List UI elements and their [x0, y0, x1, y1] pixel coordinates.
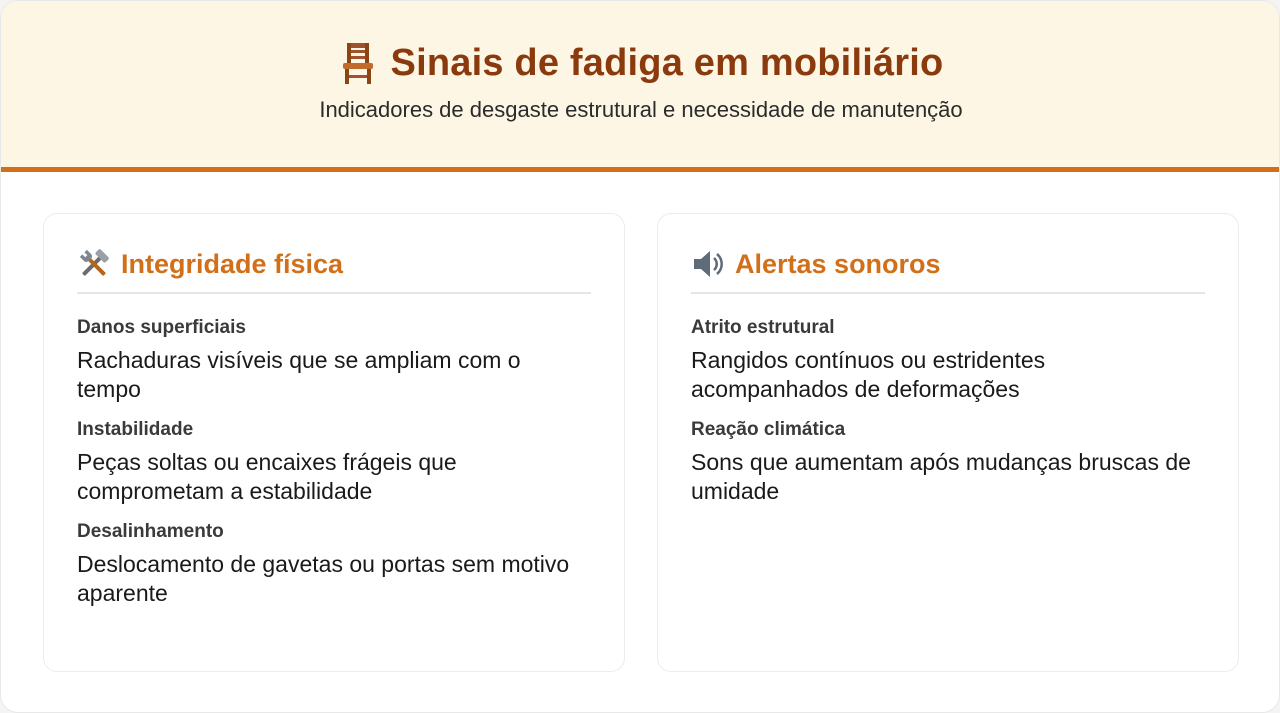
list-item — [691, 418, 1198, 506]
list-item — [77, 316, 584, 404]
item-text: Deslocamento de gavetas ou portas sem motivo aparente — [77, 551, 570, 606]
title-row — [1, 41, 1280, 85]
list-item — [77, 418, 584, 506]
item-label: Desalinhamento — [77, 521, 224, 542]
item-label: Instabilidade — [77, 419, 194, 440]
header-banner — [1, 1, 1280, 172]
page-title: Sinais de fadiga em mobiliário — [390, 41, 944, 84]
item-text: Peças soltas ou encaixes frágeis que comprometam a estabilidade — [77, 449, 457, 504]
item-label: Reação climática — [691, 419, 846, 440]
card-alertas-sonoros — [657, 213, 1239, 672]
card-header — [77, 244, 591, 294]
item-text: Rachaduras visíveis que se ampliam com o tempo — [77, 347, 521, 402]
card-integridade-fisica — [43, 213, 625, 672]
speaker-icon — [691, 247, 725, 281]
card-header — [691, 244, 1205, 294]
item-list — [77, 316, 584, 622]
item-list — [691, 316, 1198, 520]
list-item — [691, 316, 1198, 404]
card-title: Integridade física — [121, 248, 344, 279]
chair-icon — [339, 41, 377, 85]
item-text: Sons que aumentam após mudanças bruscas de umidade — [691, 449, 1191, 504]
list-item — [77, 520, 584, 608]
card-title: Alertas sonoros — [735, 248, 941, 279]
item-label: Danos superficiais — [77, 317, 246, 338]
tools-icon — [77, 247, 111, 281]
page-subtitle: Indicadores de desgaste estrutural e necessidade de manutenção — [319, 97, 963, 122]
item-text: Rangidos contínuos ou estridentes acompanhados de deformações — [691, 347, 1046, 402]
item-label: Atrito estrutural — [691, 317, 835, 338]
